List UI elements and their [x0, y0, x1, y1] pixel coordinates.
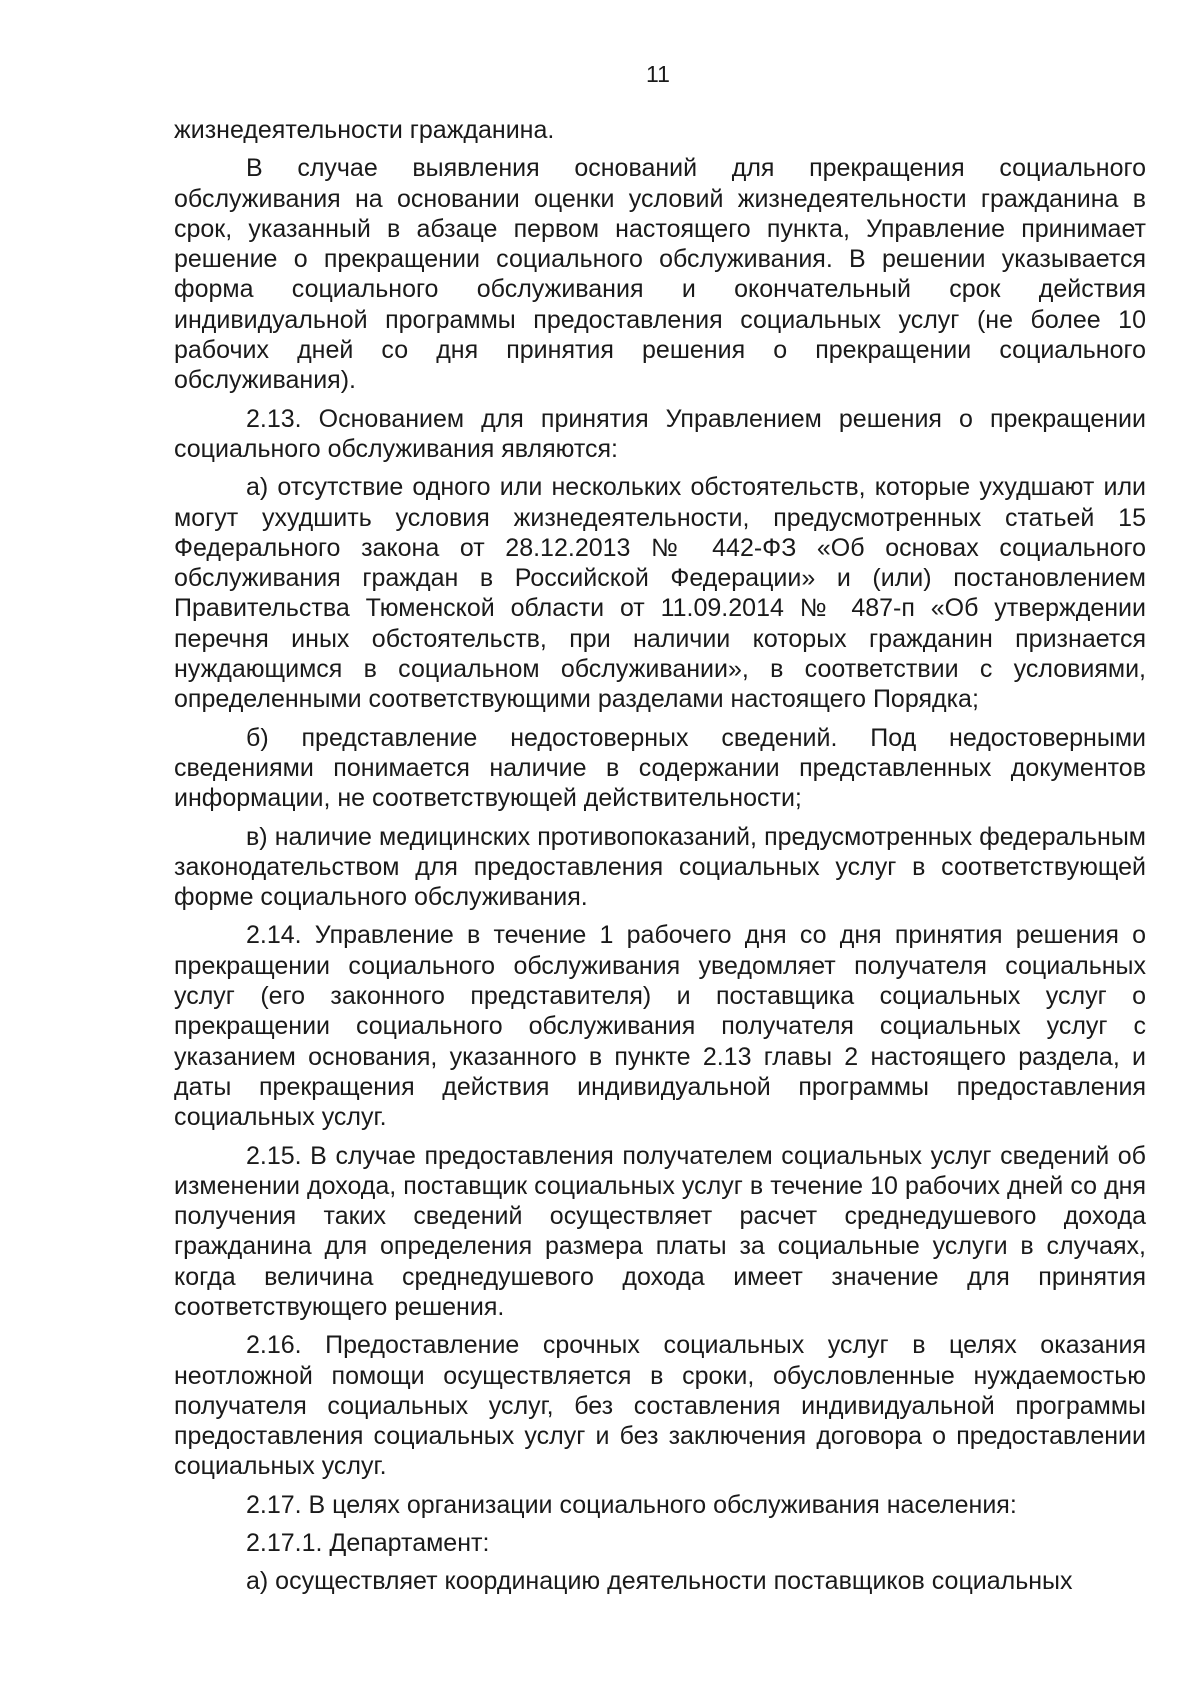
paragraph-continuation: жизнедеятельности гражданина. [174, 116, 555, 144]
paragraph-2-13-a: а) отсутствие одного или нескольких обстоятельств, которые ухудшают или могут ухудшить условия жизнедеятельности, предусмотренных статьей 15 Федерального закона от 28.12.2013 № 442-ФЗ «Об основах социального обслуживания граждан в Российской Федерации» и (или) постановлением Правительства Тюменской области от 11.09.2014 № 487-п «Об утверждении перечня иных обстоятельств, при наличии которых гражданин признается нуждающимся в социальном обслуживании», в соответствии с условиями, определенными соответствующими разделами настоящего Порядка; [174, 473, 1146, 714]
paragraph-2-17-1-a: а) осуществляет координацию деятельности поставщиков социальных [246, 1567, 1073, 1596]
paragraph-2-14: 2.14. Управление в течение 1 рабочего дня со дня принятия решения о прекращении социального обслуживания уведомляет получателя социальных услуг (его законного представителя) и поставщика социальных услуг о прекращении социального обслуживания получателя социальных услуг с указанием основания, указанного в пункте 2.13 главы 2 настоящего раздела, и даты прекращения действия индивидуальной программы предоставления социальных услуг. [174, 921, 1146, 1132]
paragraph-2-17-1: 2.17.1. Департамент: [246, 1529, 490, 1558]
paragraph-2-15: 2.15. В случае предоставления получателем социальных услуг сведений об изменении дохода, поставщик социальных услуг в течение 10 рабочих дней со дня получения таких сведений осуществляет расчет среднедушевого дохода гражданина для определения размера платы за социальные услуги в случаях, когда величина среднедушевого дохода имеет значение для принятия соответствующего решения. [174, 1141, 1146, 1321]
paragraph-2-16: 2.16. Предоставление срочных социальных услуг в целях оказания неотложной помощи осуществляется в сроки, обусловленные нуждаемостью получателя социальных услуг, без составления индивидуальной программы предоставления социальных услуг и без заключения договора о предоставлении социальных услуг. [174, 1331, 1146, 1481]
document-body [174, 115, 1146, 1605]
paragraph-2-13-b: б) представление недостоверных сведений. Под недостоверными сведениями понимается наличие в содержании представленных документов информации, не соответствующей действительности; [174, 723, 1146, 813]
page-number: 11 [646, 61, 670, 87]
paragraph-termination-decision: В случае выявления оснований для прекращения социального обслуживания на основании оценки условий жизнедеятельности гражданина в срок, указанный в абзаце первом настоящего пункта, Управление принимает решение о прекращении социального обслуживания. В решении указывается форма социального обслуживания и окончательный срок действия индивидуальной программы предоставления социальных услуг (не более 10 рабочих дней со дня принятия решения о прекращении социального обслуживания). [174, 154, 1146, 395]
paragraph-2-13: 2.13. Основанием для принятия Управлением решения о прекращении социального обслуживания являются: [174, 404, 1146, 463]
paragraph-2-13-v: в) наличие медицинских противопоказаний, предусмотренных федеральным законодательством для предоставления социальных услуг в соответствующей форме социального обслуживания. [174, 822, 1146, 912]
paragraph-2-17: 2.17. В целях организации социального обслуживания населения: [246, 1490, 1017, 1519]
